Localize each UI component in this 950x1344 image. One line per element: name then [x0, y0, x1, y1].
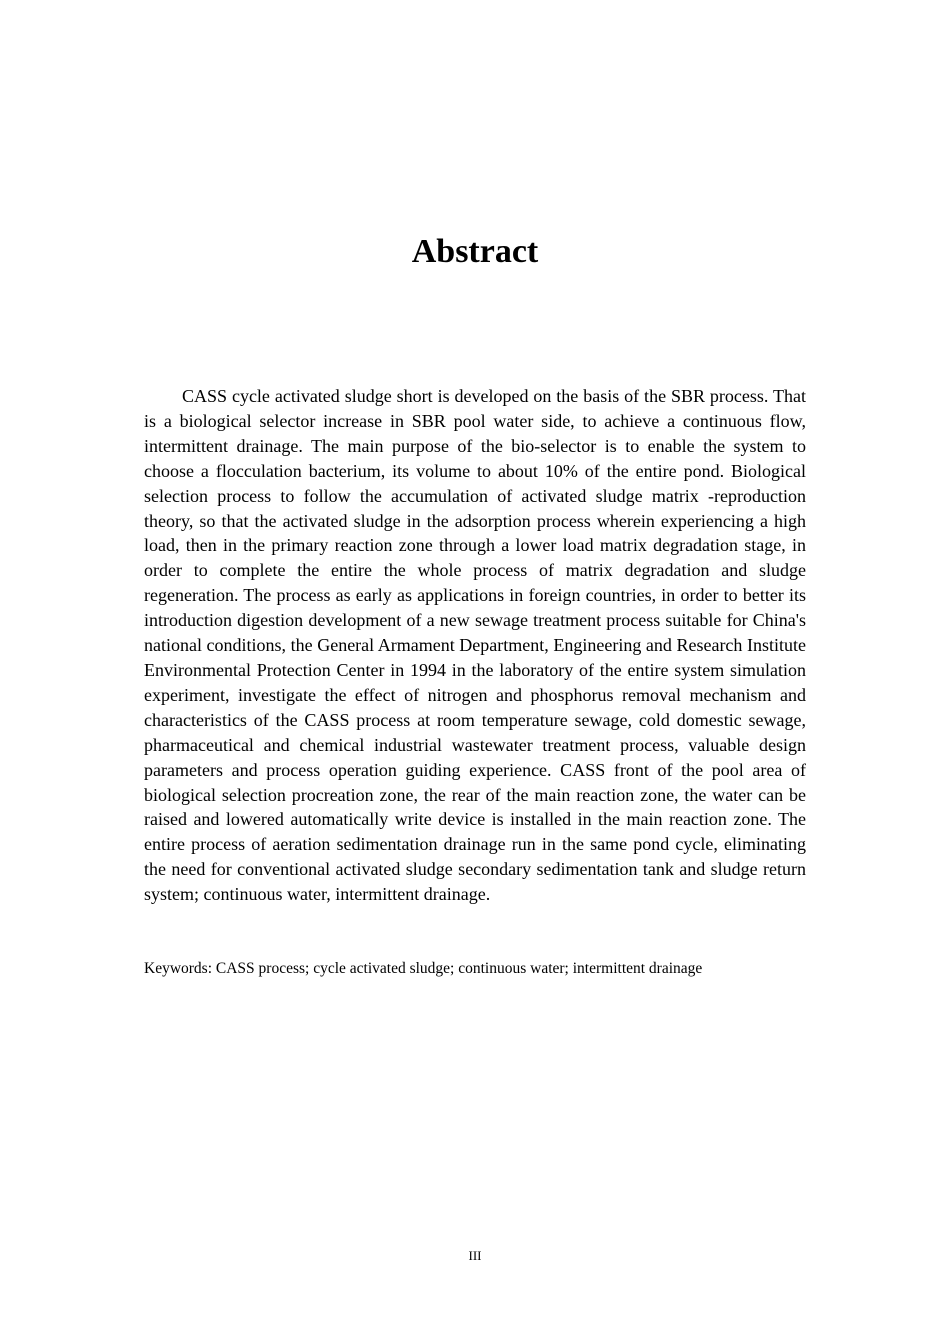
abstract-title: Abstract [411, 233, 539, 270]
page-number: III [468, 1248, 482, 1263]
keywords-line: Keywords: CASS process; cycle activated sludge; continuous water; intermittent drainage [144, 960, 703, 977]
abstract-body: CASS cycle activated sludge short is developed on the basis of the SBR process. That is a biological selector increase in SBR pool water side, to achieve a continuous flow, intermittent drainage. The main purpose of the bio-selector is to enable the system to choose a flocculation bacterium, its volume to about 10% of the entire pond. Biological selection process to follow the accumulation of activated sludge matrix -reproduction theory, so that the activated sludge in the adsorption process wherein experiencing a high load, then in the primary reaction zone through a lower load matrix degradation stage, in order to complete the entire the whole process of matrix degradation and sludge regeneration. The process as early as applications in foreign countries, in order to better its introduction digestion development of a new sewage treatment process suitable for China's national conditions, the General Armament Department, Engineering and Research Institute Environmental Protection Center in 1994 in the laboratory of the entire system simulation experiment, investigate the effect of nitrogen and phosphorus removal mechanism and characteristics of the CASS process at room temperature sewage, cold domestic sewage, pharmaceutical and chemical industrial wastewater treatment process, valuable design parameters and process operation guiding experience. CASS front of the pool area of biological selection procreation zone, the rear of the main reaction zone, the water can be raised and lowered automatically write device is installed in the main reaction zone. The entire process of aeration sedimentation drainage run in the same pond cycle, eliminating the need for conventional activated sludge secondary sedimentation tank and sludge return system; continuous water, intermittent drainage. [144, 386, 806, 905]
